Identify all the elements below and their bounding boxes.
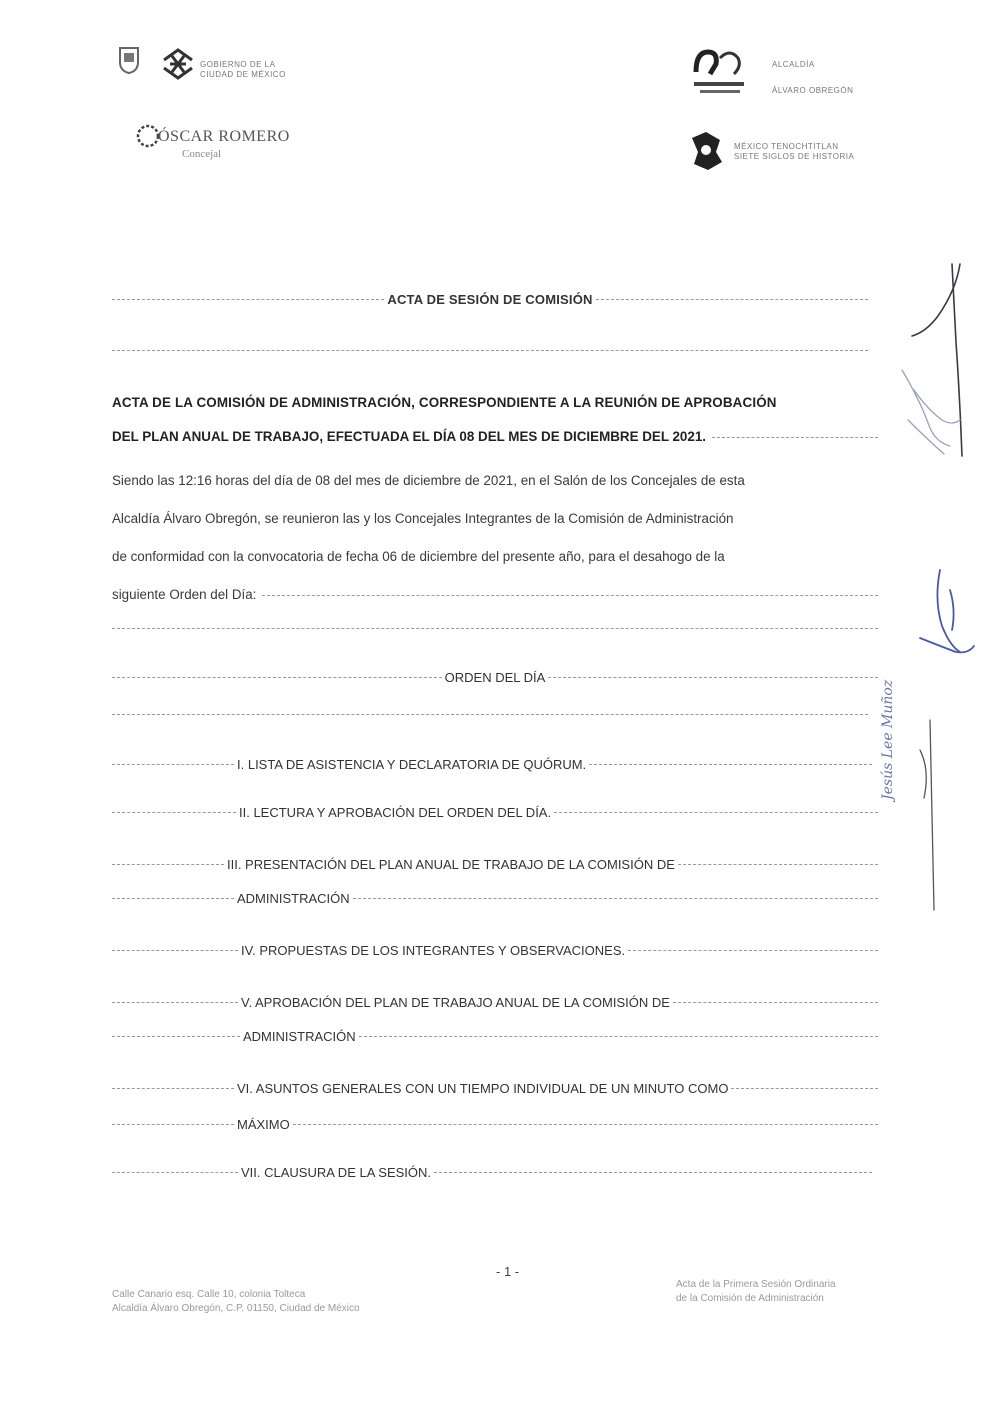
para-line-4: siguiente Orden del Día: [112,587,257,602]
oscar-romero-logo-icon [136,122,160,152]
divider [112,350,868,351]
left-logo-text-2: CIUDAD DE MÉXICO [200,70,286,79]
agenda-item: IV. PROPUESTAS DE LOS INTEGRANTES Y OBSERVACIONES. [112,942,878,958]
document-title-row [112,290,868,308]
footer-ref-line-2: de la Comisión de Administración [676,1293,824,1304]
para-line-2: Alcaldía Álvaro Obregón, se reunieron las y los Concejales Integrantes de la Comisión de Administración [112,511,734,526]
header [0,0,999,200]
heading-line-1: ACTA DE LA COMISIÓN DE ADMINISTRACIÓN, CORRESPONDIENTE A LA REUNIÓN DE APROBACIÓN [112,395,777,410]
left-logo-text-1: GOBIERNO DE LA [200,60,276,69]
agenda-item-continued: ADMINISTRACIÓN [112,1028,878,1044]
agenda-item: III. PRESENTACIÓN DEL PLAN ANUAL DE TRABAJO DE LA COMISIÓN DE [112,856,878,872]
divider [112,628,878,629]
right-logo-text-1: ALCALDÍA [772,60,815,69]
oscar-romero-role: Concejal [182,148,222,160]
agenda-item-continued: ADMINISTRACIÓN [112,890,878,906]
agenda-item: VII. CLAUSURA DE LA SESIÓN. [112,1164,872,1180]
agenda-item-continued: MÁXIMO [112,1116,878,1132]
agenda-item: VI. ASUNTOS GENERALES CON UN TIEMPO INDIVIDUAL DE UN MINUTO COMO [112,1080,878,1096]
cdmx-logo-icon [160,46,196,82]
margin-signatures [890,250,990,970]
para-line-1: Siendo las 12:16 horas del día de 08 del mes de diciembre de 2021, en el Salón de los Concejales de esta [112,473,745,488]
page-number: - 1 - [496,1264,520,1279]
agenda-title-row [112,668,878,686]
footer-address-line-2: Alcaldía Álvaro Obregón, C.P. 01150, Ciudad de México [112,1303,360,1314]
opening-paragraph [112,462,878,614]
right-logo-text-2: ÁLVARO OBREGÓN [772,86,854,95]
oscar-romero-name: ÓSCAR ROMERO [158,128,290,145]
tenochtitlan-logo-icon [686,128,726,174]
document-title: ACTA DE SESIÓN DE COMISIÓN [387,291,593,307]
agenda-title: ORDEN DEL DÍA [444,669,546,685]
agenda-item: V. APROBACIÓN DEL PLAN DE TRABAJO ANUAL DE LA COMISIÓN DE [112,994,878,1010]
divider [112,714,868,715]
footer-document-ref [676,1278,836,1306]
footer-address [112,1288,360,1316]
margin-signature-text: Jesús Lee Muñoz [880,679,896,800]
footer-address-line-1: Calle Canario esq. Calle 10, colonia Tolteca [112,1289,306,1300]
para-line-3: de conformidad con la convocatoria de fecha 06 de diciembre del presente año, para el desahogo de la [112,549,725,564]
document-heading [112,386,878,454]
right-logo2-text-2: SIETE SIGLOS DE HISTORIA [734,152,855,161]
footer-ref-line-1: Acta de la Primera Sesión Ordinaria [676,1279,836,1290]
heading-line-2: DEL PLAN ANUAL DE TRABAJO, EFECTUADA EL DÍA 08 DEL MES DE DICIEMBRE DEL 2021. [112,429,706,444]
agenda-item: I. LISTA DE ASISTENCIA Y DECLARATORIA DE QUÓRUM. [112,756,872,772]
agenda-item: II. LECTURA Y APROBACIÓN DEL ORDEN DEL DÍA. [112,804,878,820]
cdmx-shield-icon [118,46,140,74]
alcaldia-logo-icon [690,44,752,100]
right-logo2-text-1: MÉXICO TENOCHTITLAN [734,142,839,151]
